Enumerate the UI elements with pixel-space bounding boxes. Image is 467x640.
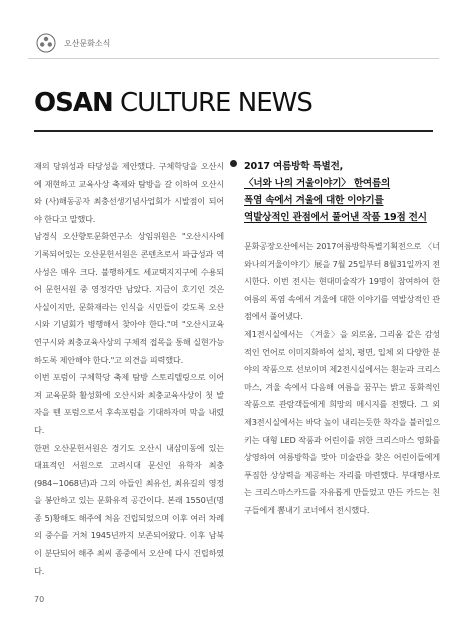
heading-line: 역발상적인 관점에서 풀어낸 작품 19점 전시 — [244, 212, 427, 223]
page-number: 70 — [34, 595, 45, 604]
paragraph: 남경식 오산향토문화연구소 상임위원은 "오산시사에 기록되어있는 오산문헌서원은 콘텐츠로서 파급성과 역사성은 매우 크다. 불행하게도 세교택지지구에 수용되어 문헌서원 중 영정각만 남았다. 지금이 호기인 것은 사실이지만, 문화재라는 인식을 시민들이 갖도록 오산시와 기념회가 병행해서 찾아야 한다."며 "오산시교육연구시와 최충교육사상의 구체적 접목을 통해 실현가능하도록 제안해야 한다."고 의견을 피력했다. — [34, 231, 224, 365]
paragraph: 한편 오산문헌서원은 경기도 오산시 내삼미동에 있는 대표적인 서원으로 고려시대 문신인 유학자 최충(984~1068년)과 그의 아들인 최유선, 최유길의 영정을 봉안하고 있는 문화유적 공간이다. 본래 1550년(명종 5)황해도 해주에 처음 건립되었으며 이후 여러 차례의 중수를 거쳐 1945년까지 보존되어왔다. 이후 남북이 분단되어 해주 최씨 종중에서 오산에 다시 건립하였다. — [34, 442, 224, 576]
paragraph: 문화공장오산에서는 2017여름방학특별기획전으로 〈너와나의거울이야기〉展을 7월 25일부터 8월31일까지 전시한다. 이번 전시는 현대미술작가 19명이 참여하여 한여름의 폭염 속에서 겨울에 대한 이야기를 역발상적인 관점에서 풀어냈다. — [244, 241, 440, 322]
osan-emblem-icon — [36, 33, 56, 53]
header-divider — [28, 58, 439, 59]
title-divider — [34, 130, 433, 132]
left-column — [34, 158, 224, 580]
heading-line: 〈너와 나의 거울이야기〉 한여름의 — [244, 178, 391, 189]
heading-line: 2017 여름방학 특별전, — [244, 161, 344, 172]
heading-line: 폭염 속에서 겨울에 대한 이야기를 — [244, 195, 384, 206]
paragraph: 이번 포럼이 구체학당 축제 탐방 스토리텔링으로 이어져 교육문화 활성화에 오산시와 최충교육사상이 첫 발자을 뗀 포럼으로서 후속포럼을 기대하자며 막을 내렸다. — [34, 372, 224, 435]
article-heading — [244, 158, 440, 226]
page-header — [36, 32, 110, 54]
right-column — [244, 158, 440, 520]
title-light: CULTURE NEWS — [112, 88, 312, 118]
title-bold: OSAN — [34, 88, 113, 118]
section-label: 오산문화소식 — [64, 38, 111, 48]
paragraph: 제1전시실에서는 〈겨울〉을 외로움, 그리움 같은 감성적인 언어로 이미지화하여 설치, 평면, 입체 외 다양한 분야의 작품으로 선보이며 제2전시실에서는 흰눈과 크리스마스, 겨울 속에서 다음해 여름을 꿈꾸는 밝고 동화적인 작품으로 관람객들에게 희망의 메시지를 전했다. 그 외 제3전시실에서는 바닥 높이 내리는듯한 착각을 불러일으키는 대형 LED 작품과 어린이를 위한 크리스마스 영화를 상영하여 여름방학을 맞아 미술관을 찾은 어린이들에게 푸짐한 상상력을 제공하는 자리를 마련했다. 부대행사로는 크리스마스카드를 자유롭게 만들었고 만든 카드는 친구들에게 뽐내기 코너에서 전시했다. — [244, 328, 440, 515]
bullet-icon — [230, 160, 237, 167]
paragraph: 재의 당위성과 타당성을 제안했다. 구체학당을 오산시에 재현하고 교육사상 축제와 탐방을 갈 이하여 오산시와 (사)해동공자 최충선생기념사업회가 시발점이 되어야 한다고 말했다. — [34, 161, 224, 224]
page-title — [34, 88, 312, 118]
